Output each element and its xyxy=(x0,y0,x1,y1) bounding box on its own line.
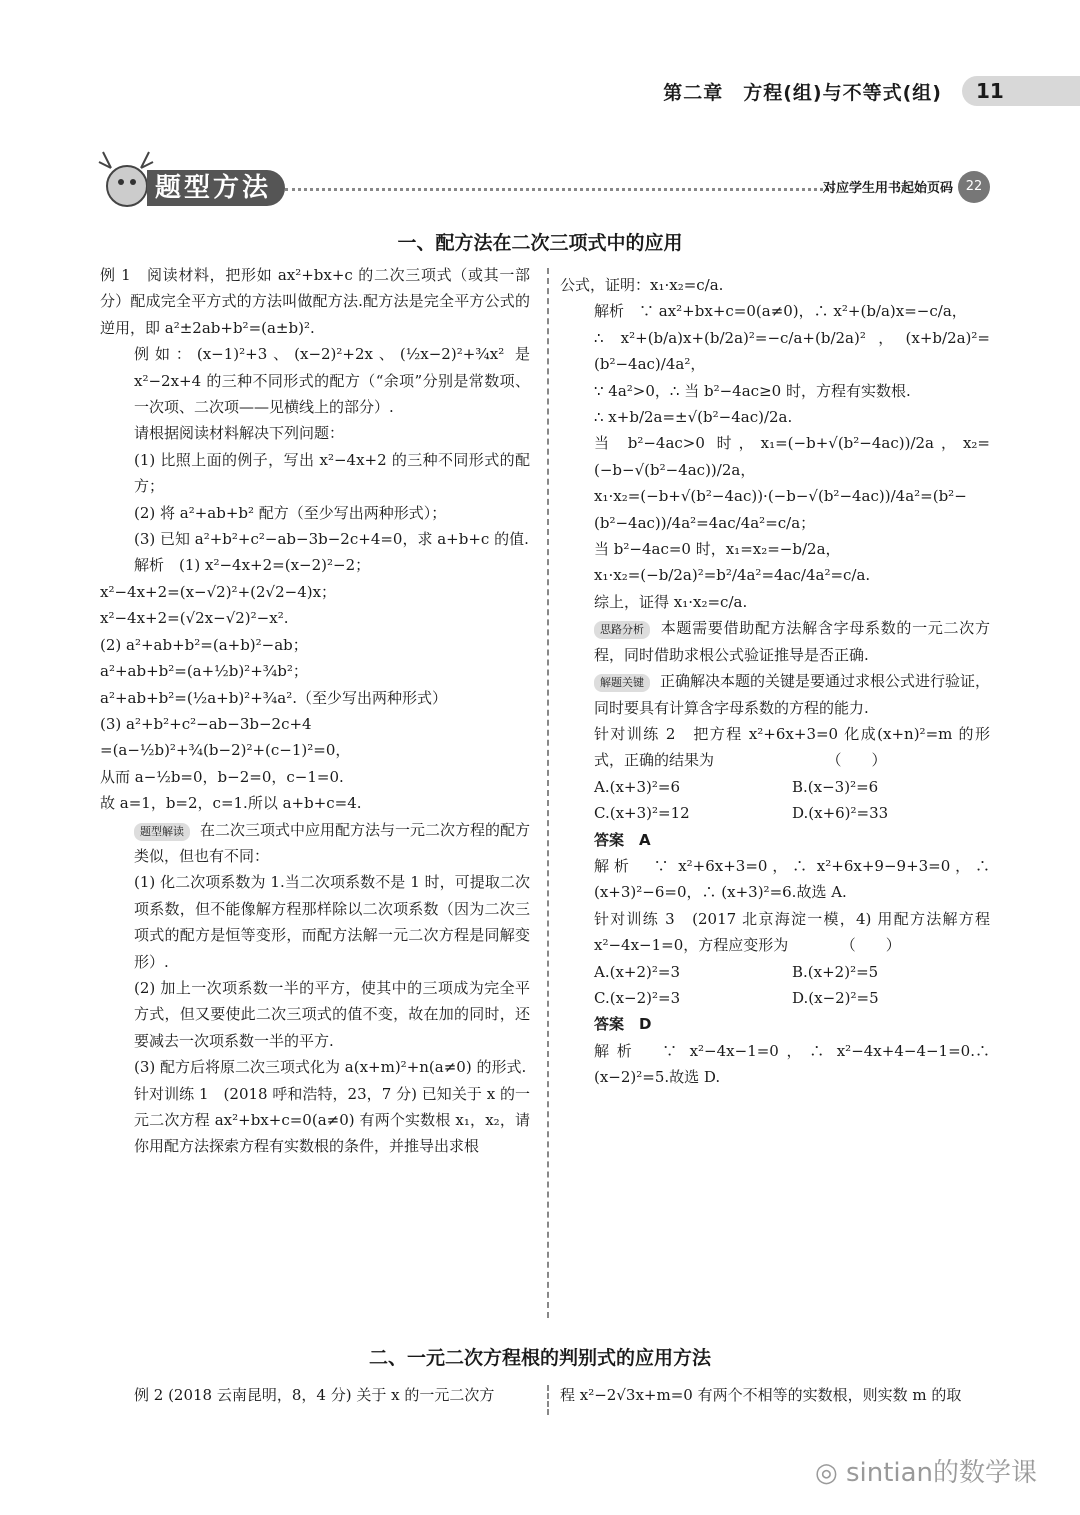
left-para xyxy=(100,764,530,790)
watermark-text: sintian的数学课 xyxy=(845,1458,1038,1488)
para-text: (3) 已知 a²+b²+c²−ab−3b−2c+4=0，求 a+b+c 的值. xyxy=(134,530,529,549)
para-text: 故 a=1，b=2，c=1.所以 a+b+c=4. xyxy=(100,794,362,813)
left-para xyxy=(100,790,530,816)
wechat-icon: ◎ xyxy=(815,1458,838,1488)
para-text: (2) 将 a²+ab+b² 配方（至少写出两种形式）； xyxy=(134,503,447,522)
left-para xyxy=(100,869,530,975)
para-text: (2) a²+ab+b²=(a+b)²−ab； xyxy=(100,635,308,654)
banner-title: 题型方法 xyxy=(147,170,285,206)
para-text: =(a−½b)²+¾(b−2)²+(c−1)²=0， xyxy=(100,741,351,760)
para-text: 本题需要借助配方法解含字母系数的一元二次方程，同时借助求根公式验证推导是否正确. xyxy=(594,619,990,664)
left-para xyxy=(100,500,530,526)
reindeer-mascot-icon xyxy=(95,148,155,218)
choice-option: B.(x−3)²=6 xyxy=(792,777,879,796)
right-para xyxy=(560,430,990,483)
para-text: x²−4x+2=(√2x−√2)²−x². xyxy=(100,609,289,628)
banner-dotted-line xyxy=(285,188,835,191)
example-2-text-cont: 程 x²−2√3x+m=0 有两个不相等的实数根，则实数 m 的取 xyxy=(560,1386,962,1404)
right-para xyxy=(560,853,990,906)
left-para xyxy=(100,1054,530,1080)
para-text: 当 b²−4ac=0 时，x₁=x₂=−b/2a， xyxy=(594,540,841,559)
page-number: 11 xyxy=(962,76,1080,106)
para-text: (1) 比照上面的例子，写出 x²−4x+2 的三种不同形式的配方； xyxy=(134,450,530,496)
right-para xyxy=(560,562,990,588)
left-column xyxy=(100,262,530,1160)
para-text: (2) 加上一次项系数一半的平方，使其中的三项成为完全平方式，但又要使此二次三项式的值不变，故在加的同时，还要减去一次项系数一半的平方. xyxy=(134,978,530,1050)
para-text: (3) a²+b²+c²−ab−3b−2c+4 xyxy=(100,714,312,733)
example-2-start xyxy=(100,1382,530,1408)
para-text: a²+ab+b²=(½a+b)²+¾a².（至少写出两种形式） xyxy=(100,688,448,707)
section-heading-2: 二、一元二次方程根的判别式的应用方法 xyxy=(368,1347,711,1369)
left-para xyxy=(100,711,530,737)
para-text: ∵ 4a²>0，∴ 当 b²−4ac≥0 时，方程有实数根. xyxy=(594,381,911,400)
choice-option: A.(x+3)²=6 xyxy=(594,777,681,796)
para-text: 答案 D xyxy=(594,1015,652,1034)
para-text: a²+ab+b²=(a+½b)²+¾b²； xyxy=(100,662,308,681)
column-divider-2 xyxy=(547,1385,549,1415)
left-para xyxy=(100,632,530,658)
chapter-title: 第二章 方程(组)与不等式(组) xyxy=(663,82,942,104)
note-tag: 解题关键 xyxy=(594,674,650,692)
right-para xyxy=(560,985,990,1011)
right-para xyxy=(560,325,990,378)
watermark xyxy=(815,1452,1037,1489)
left-para xyxy=(100,605,530,631)
right-para xyxy=(560,615,990,668)
right-para xyxy=(560,272,990,298)
left-para xyxy=(100,447,530,500)
banner-ref-text: 对应学生用书起始页码 xyxy=(822,181,953,196)
para-text: 例 1 阅读材料，把形如 ax²+bx+c 的二次三项式（或其一部分）配成完全平方式的方法叫做配方法.配方法是完全平方公式的逆用，即 a²±2ab+b²=(a±b)². xyxy=(100,266,530,337)
left-para xyxy=(100,817,530,870)
para-text: 针对训练 3 (2017 北京海淀一模，4) 用配方法解方程 x²−4x−1=0，方程应变形为 （ ） xyxy=(594,909,990,955)
right-para xyxy=(560,721,990,774)
para-text: 当 b²−4ac>0 时，x₁=(−b+√(b²−4ac))/2a，x₂=(−b−√(b²−4ac))/2a， xyxy=(594,434,990,479)
column-divider xyxy=(547,268,549,1318)
right-para xyxy=(560,483,990,536)
para-text: ∴ x+b/2a=±√(b²−4ac)/2a. xyxy=(594,408,793,427)
choice-option: D.(x+6)²=33 xyxy=(792,804,889,823)
right-para xyxy=(560,378,990,404)
para-text: 针对训练 2 把方程 x²+6x+3=0 化成(x+n)²=m 的形式，正确的结果为 （ ） xyxy=(594,724,990,770)
right-column xyxy=(560,272,990,1091)
right-para xyxy=(560,404,990,430)
left-para xyxy=(100,579,530,605)
choice-option: D.(x−2)²=5 xyxy=(792,988,879,1007)
para-text: (3) 配方后将原二次三项式化为 a(x+m)²+n(a≠0) 的形式. xyxy=(134,1058,527,1077)
choice-option: C.(x+3)²=12 xyxy=(594,804,690,823)
choice-option: A.(x+2)²=3 xyxy=(594,962,681,981)
left-para xyxy=(100,552,530,578)
para-text: 例如：(x−1)²+3、(x−2)²+2x、(½x−2)²+¾x² 是 x²−2x+4 的三种不同形式的配方（“余项”分别是常数项、一次项、二次项——见横线上的部分）. xyxy=(134,345,530,417)
example-2-text: 例 2 (2018 云南昆明，8，4 分) 关于 x 的一元二次方 xyxy=(134,1386,495,1404)
right-para xyxy=(560,774,990,800)
note-tag: 思路分析 xyxy=(594,621,650,639)
para-text: 解析 ∵ x²+6x+3=0，∴ x²+6x+9−9+3=0，∴ (x+3)²−6=0，∴ (x+3)²=6.故选 A. xyxy=(594,856,990,902)
choice-option: B.(x+2)²=5 xyxy=(792,962,879,981)
right-para xyxy=(560,1038,990,1091)
para-text: 解析 (1) x²−4x+2=(x−2)²−2； xyxy=(134,556,371,575)
right-para xyxy=(560,1011,990,1037)
para-text: (1) 化二次项系数为 1.当二次项系数不是 1 时，可提取二次项系数，但不能像解方程那样除以二次项系数（因为二次三项式的配方是恒等变形，而配方法解一元二次方程是同解变形）. xyxy=(134,873,530,971)
para-text: 综上，证得 x₁·x₂=c/a. xyxy=(594,592,748,611)
para-text: 请根据阅读材料解决下列问题： xyxy=(134,424,345,443)
para-text: 从而 a−½b=0，b−2=0，c−1=0. xyxy=(100,767,344,786)
para-text: ∴ x²+(b/a)x+(b/2a)²=−c/a+(b/2a)²，(x+b/2a)²=(b²−4ac)/4a²， xyxy=(594,328,990,374)
left-para xyxy=(100,262,530,341)
section-heading-1: 一、配方法在二次三项式中的应用 xyxy=(397,232,683,254)
left-para xyxy=(100,685,530,711)
right-para xyxy=(560,298,990,324)
para-text: 正确解决本题的关键是要通过求根公式进行验证，同时要具有计算含字母系数的方程的能力. xyxy=(594,672,991,717)
para-text: 解析 ∵ ax²+bx+c=0(a≠0)，∴ x²+(b/a)x=−c/a， xyxy=(594,302,967,321)
right-para xyxy=(560,589,990,615)
page-header xyxy=(0,78,1080,106)
right-para xyxy=(560,668,990,721)
choice-option: C.(x−2)²=3 xyxy=(594,988,681,1007)
example-2-continue xyxy=(560,1382,990,1408)
left-para xyxy=(100,658,530,684)
section-banner xyxy=(95,148,995,218)
note-tag: 题型解读 xyxy=(134,823,190,841)
left-para xyxy=(100,737,530,763)
para-text: 针对训练 1 (2018 呼和浩特，23，7 分) 已知关于 x 的一元二次方程 ax²+bx+c=0(a≠0) 有两个实数根 x₁，x₂，请你用配方法探索方程有实数根的条件，并推导出求根 xyxy=(134,1084,530,1156)
para-text: x²−4x+2=(x−√2)²+(2√2−4)x； xyxy=(100,582,337,601)
para-text: 公式，证明：x₁·x₂=c/a. xyxy=(560,276,724,294)
para-text: 答案 A xyxy=(594,830,651,849)
para-text: x₁·x₂=(−b+√(b²−4ac))·(−b−√(b²−4ac))/4a²=(b²−(b²−4ac))/4a²=4ac/4a²=c/a； xyxy=(594,487,967,532)
right-para xyxy=(560,959,990,985)
right-para xyxy=(560,536,990,562)
left-para xyxy=(100,526,530,552)
right-para xyxy=(560,800,990,826)
left-para xyxy=(100,975,530,1054)
para-text: 解析 ∵ x²−4x−1=0，∴ x²−4x+4−4−1=0.∴ (x−2)²=5.故选 D. xyxy=(594,1041,990,1087)
left-para xyxy=(100,420,530,446)
banner-ref-page: 22 xyxy=(958,171,990,203)
left-para xyxy=(100,1081,530,1160)
left-para xyxy=(100,341,530,420)
para-text: x₁·x₂=(−b/2a)²=b²/4a²=4ac/4a²=c/a. xyxy=(594,566,871,585)
right-para xyxy=(560,827,990,853)
para-text: 在二次三项式中应用配方法与一元二次方程的配方类似，但也有不同： xyxy=(134,820,531,865)
right-para xyxy=(560,906,990,959)
